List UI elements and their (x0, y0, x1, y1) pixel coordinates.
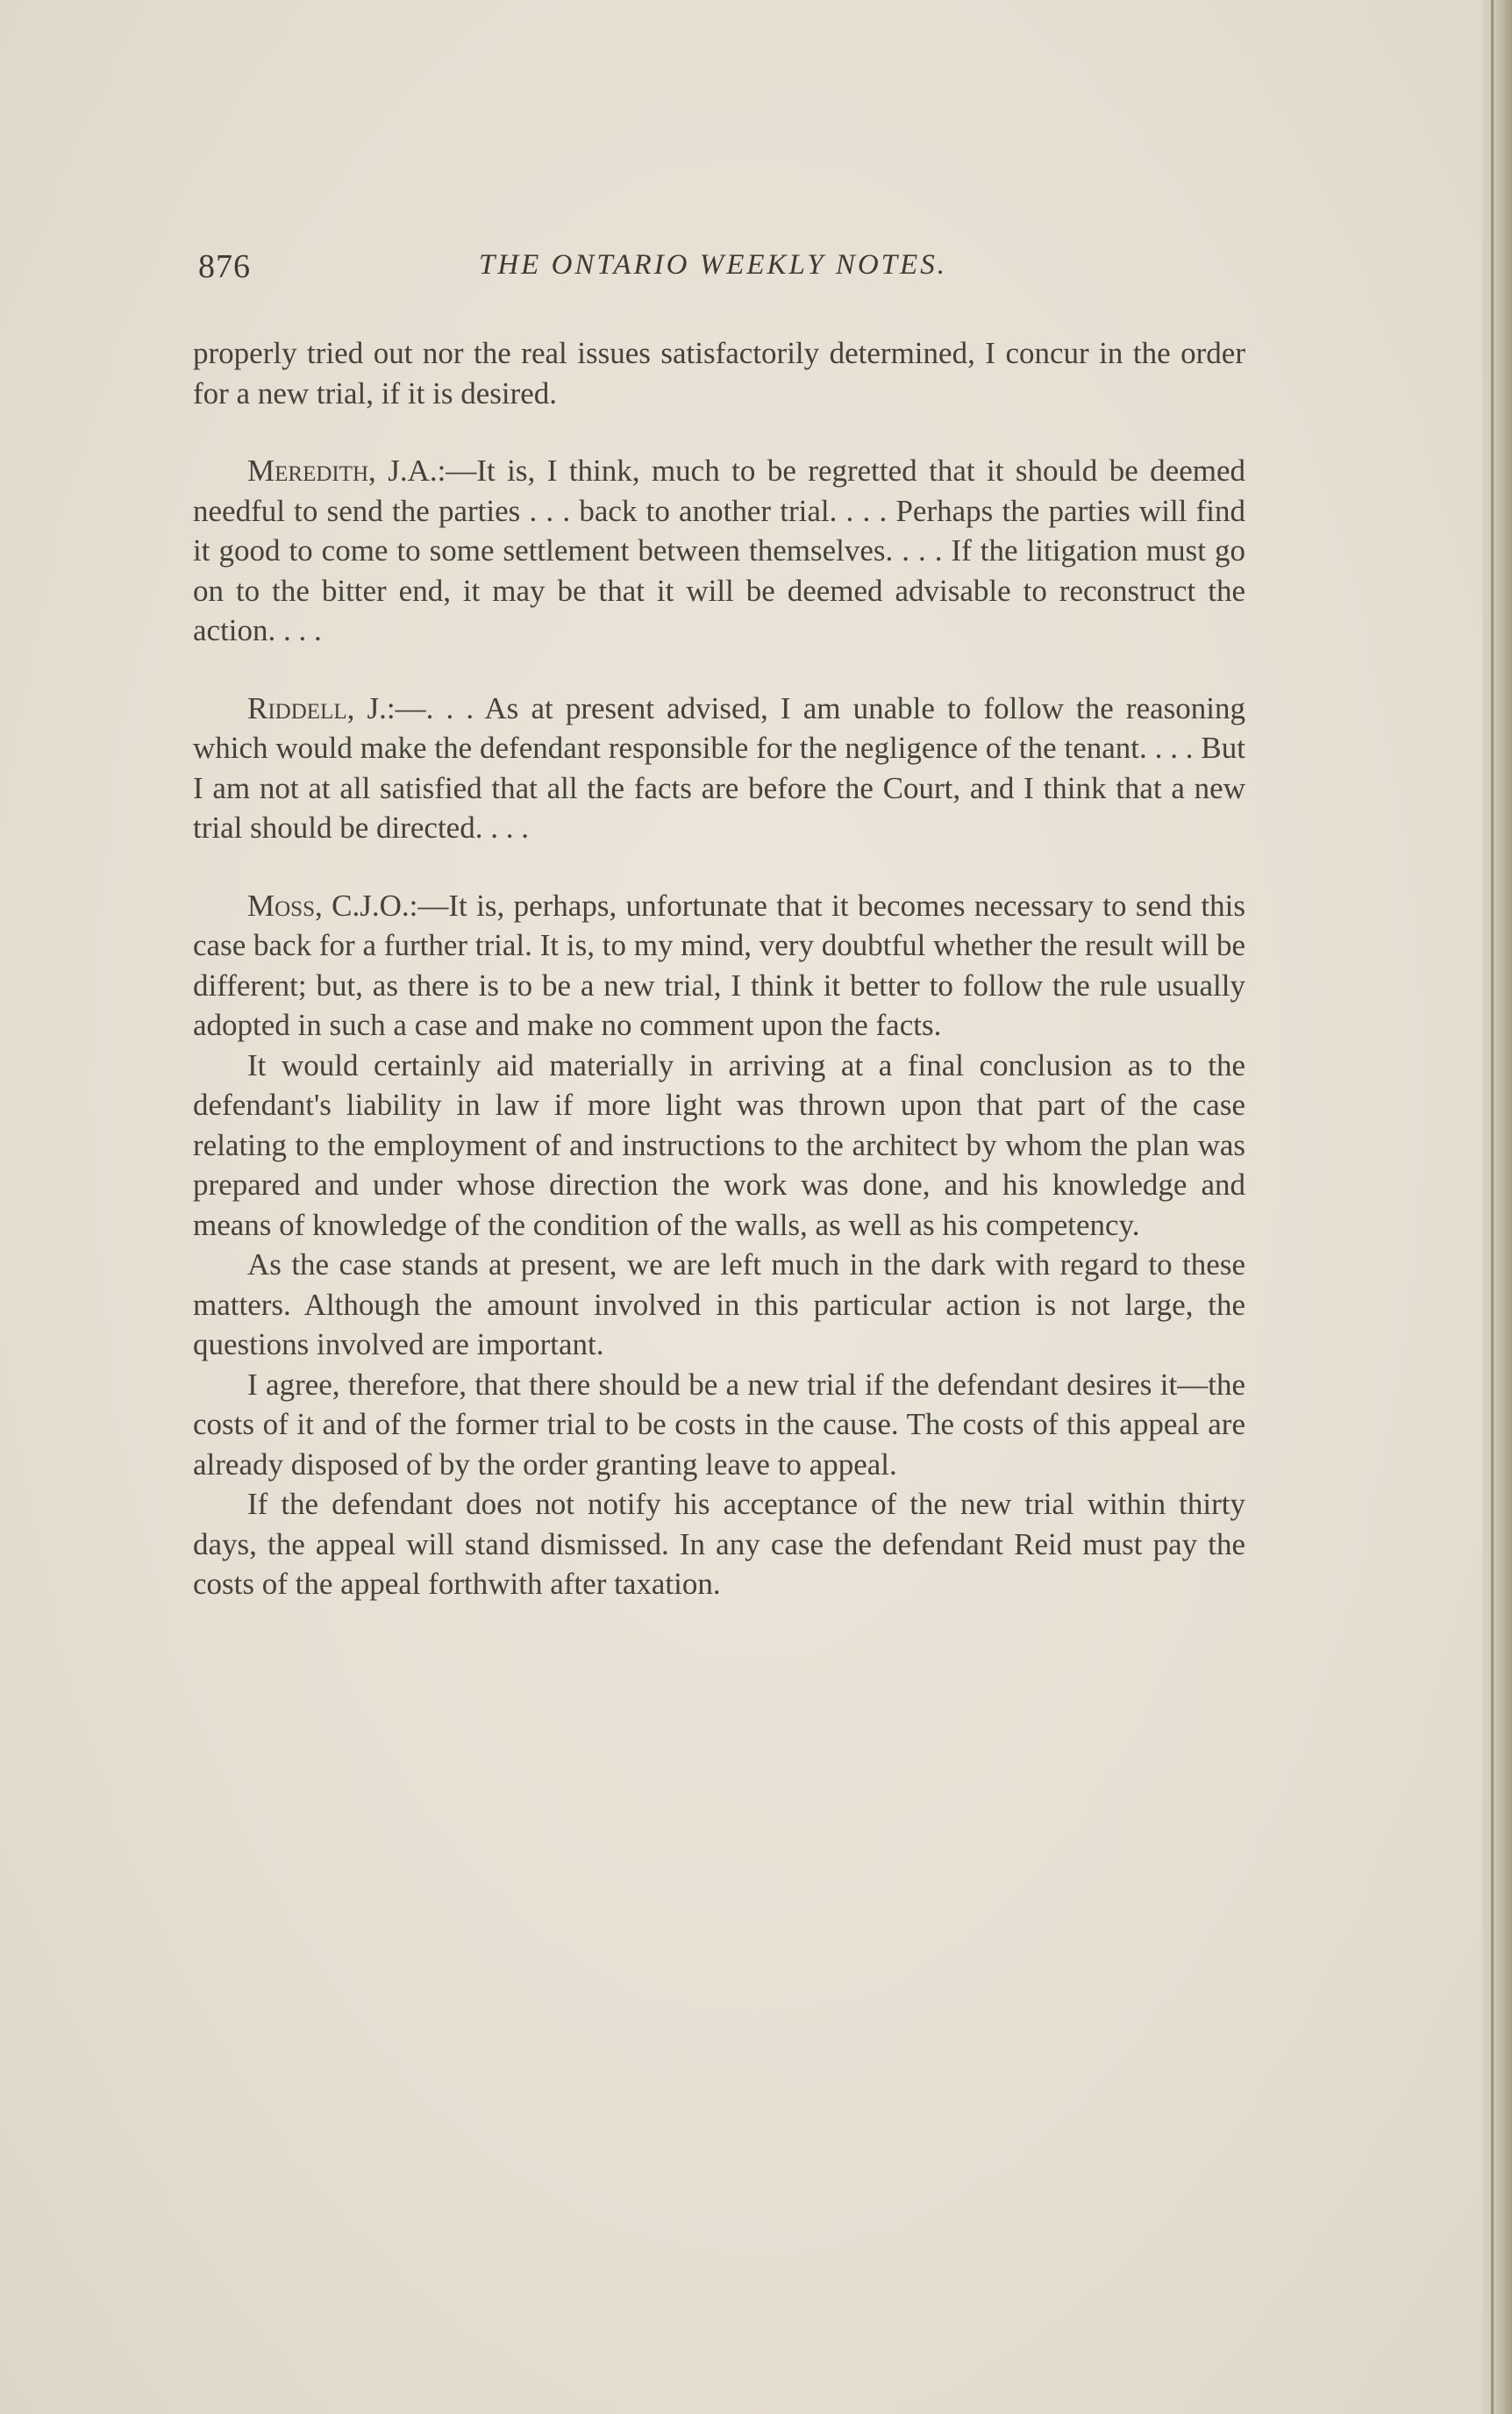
body-text (193, 333, 1245, 1604)
page-binding-edge (1482, 0, 1512, 2414)
paragraph-text: As the case stands at present, we are left much in the dark with regard to these matters. Although the amount involved in this particular action is not large, the questions involved are important. (193, 1247, 1245, 1361)
paragraph-opinion-riddell (193, 689, 1245, 848)
paragraph-text: If the defendant does not notify his acceptance of the new trial within thirty days, the appeal will stand dismissed. In any case the defendant Reid must pay the costs of the appeal forthwith after taxation. (193, 1487, 1245, 1601)
paragraph-text: :—It is, perhaps, unfortunate that it becomes necessary to send this case back for a further trial. It is, to my mind, very doubtful whether the result will be different; but, as there is to be a new trial, I think it better to follow the rule usually adopted in such a case and make no comment upon the facts. (193, 888, 1245, 1042)
paragraph-text: properly tried out nor the real issues satisfactorily determined, I concur in the order for a new trial, if it is desired. (193, 336, 1245, 411)
paragraph-continuation (193, 333, 1245, 413)
paragraph-opinion-meredith (193, 451, 1245, 651)
running-title: THE ONTARIO WEEKLY NOTES. (479, 249, 947, 281)
paragraph (193, 1046, 1245, 1246)
paragraph (193, 1245, 1245, 1365)
paragraph-text: :—It is, I think, much to be regretted that it should be deemed needful to send the parties . . . back to another trial. . . . Perhaps the parties will find it good to come to some settlement between themselves. . . . If the litigation must go on to the bitter end, it may be that it will be deemed advisable to reconstruct the action. . . . (193, 454, 1245, 647)
judge-name: Meredith, J.A. (247, 454, 438, 488)
paragraph (193, 1365, 1245, 1485)
judge-name: Riddell, J. (247, 690, 387, 725)
judge-name: Moss, C.J.O. (247, 888, 410, 923)
paragraph-text: I agree, therefore, that there should be a new trial if the defendant desires it—the costs of it and of the former trial to be costs in the cause. The costs of this appeal are already disposed of by the order granting leave to appeal. (193, 1367, 1245, 1482)
page-number: 876 (198, 248, 251, 285)
page-header (198, 247, 1247, 291)
paragraph (193, 1484, 1245, 1604)
paragraph-text: :—. . . As at present advised, I am unable to follow the reasoning which would make the defendant responsible for the negligence of the tenant. . . . But I am not at all satisfied that all the facts are before the Court, and I think that a new trial should be directed. . . . (193, 690, 1245, 845)
paragraph-opinion-moss (193, 886, 1245, 1046)
paragraph-text: It would certainly aid materially in arriving at a final conclusion as to the defendant's liability in law if more light was thrown upon that part of the case relating to the employment of and instructions to the architect by whom the plan was prepared and under whose direction the work was done, and his knowledge and means of knowledge of the condition of the walls, as well as his competency. (193, 1047, 1245, 1242)
